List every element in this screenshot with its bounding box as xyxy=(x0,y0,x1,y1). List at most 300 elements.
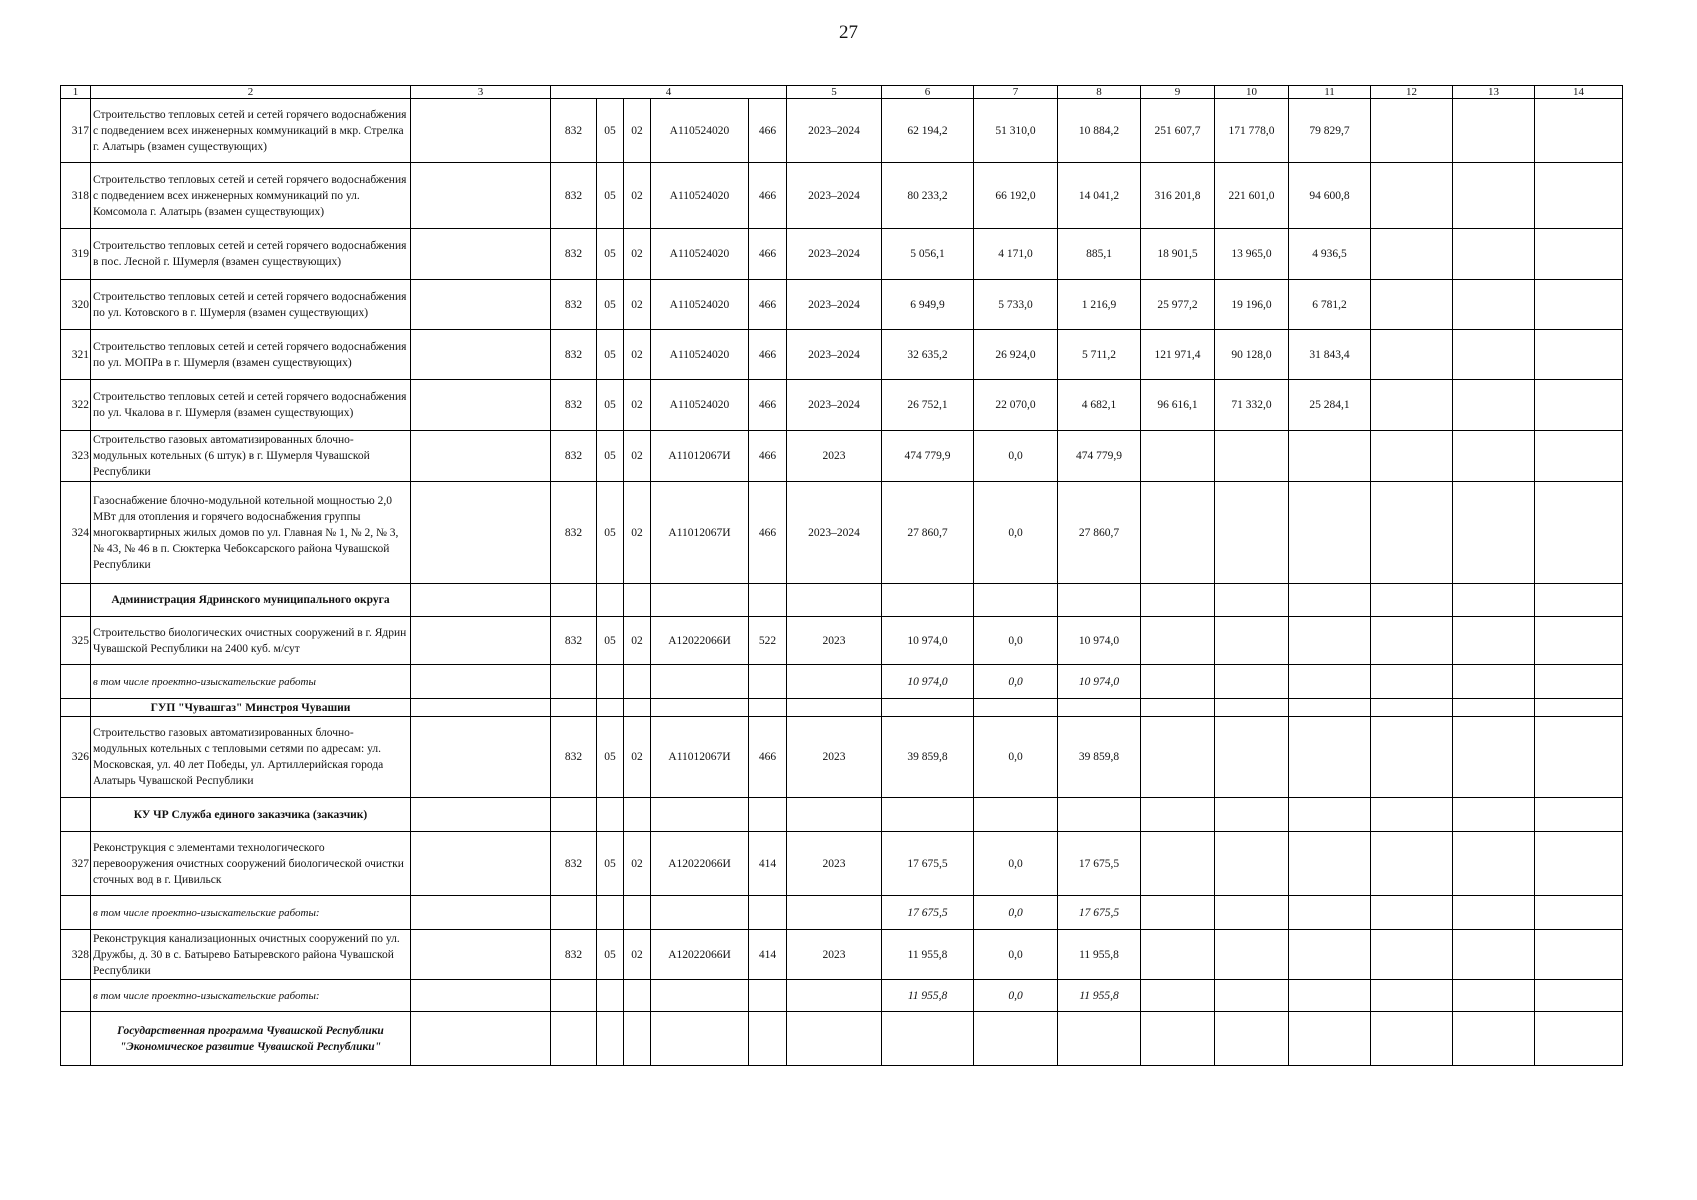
empty-cell xyxy=(1141,699,1215,717)
empty-cell xyxy=(1215,980,1289,1012)
empty-cell xyxy=(1371,584,1453,617)
federal-amount-cell: 0,0 xyxy=(974,930,1058,980)
empty-cell xyxy=(624,1012,651,1066)
col3-cell xyxy=(411,431,551,482)
row-number: 321 xyxy=(61,330,91,380)
col-header-5: 5 xyxy=(787,86,882,99)
col14-cell xyxy=(1535,482,1623,584)
section-title: Администрация Ядринского муниципального округа xyxy=(91,584,411,617)
page-number: 27 xyxy=(839,22,858,43)
object-name: Строительство тепловых сетей и сетей горячего водоснабжения в пос. Лесной г. Шумерля (взамен существующих) xyxy=(91,229,411,280)
code-subsection-cell: 02 xyxy=(624,330,651,380)
code-admin-cell: 832 xyxy=(551,280,597,330)
federal-amount-cell: 0,0 xyxy=(974,980,1058,1012)
note-text: в том числе проектно-изыскательские работы: xyxy=(91,980,411,1012)
col14-cell xyxy=(1535,229,1623,280)
table-row xyxy=(61,832,1623,896)
empty-cell xyxy=(1371,699,1453,717)
empty-cell xyxy=(1289,1012,1371,1066)
table-row xyxy=(61,431,1623,482)
empty-cell xyxy=(1371,980,1453,1012)
section-row xyxy=(61,798,1623,832)
amount-col10-cell xyxy=(1215,431,1289,482)
federal-amount-cell: 22 070,0 xyxy=(974,380,1058,431)
code-subsection-cell: 02 xyxy=(624,717,651,798)
col14-cell xyxy=(1535,717,1623,798)
row-number: 319 xyxy=(61,229,91,280)
empty-cell xyxy=(1289,896,1371,930)
object-name: Строительство тепловых сетей и сетей горячего водоснабжения с подведением всех инженерных коммуникаций в мкр. Стрелка г. Алатырь (взамен существующих) xyxy=(91,99,411,163)
empty-cell xyxy=(1453,584,1535,617)
code-subsection-cell: 02 xyxy=(624,930,651,980)
col13-cell xyxy=(1453,717,1535,798)
code-target-article-cell: А12022066И xyxy=(651,930,749,980)
empty-cell xyxy=(651,1012,749,1066)
total-amount-cell: 39 859,8 xyxy=(882,717,974,798)
empty-cell xyxy=(624,798,651,832)
empty-cell xyxy=(1289,798,1371,832)
code-expense-type-cell: 466 xyxy=(749,482,787,584)
empty-cell xyxy=(1215,896,1289,930)
federal-amount-cell: 0,0 xyxy=(974,665,1058,699)
code-subsection-cell: 02 xyxy=(624,99,651,163)
col14-cell xyxy=(1535,930,1623,980)
object-name: Строительство тепловых сетей и сетей горячего водоснабжения по ул. Котовского в г. Шумерля (взамен существующих) xyxy=(91,280,411,330)
empty-cell xyxy=(1453,1012,1535,1066)
object-name: Строительство тепловых сетей и сетей горячего водоснабжения по ул. МОПРа в г. Шумерля (взамен существующих) xyxy=(91,330,411,380)
code-subsection-cell: 02 xyxy=(624,431,651,482)
code-section-cell: 05 xyxy=(597,930,624,980)
republic-amount-cell: 14 041,2 xyxy=(1058,163,1141,229)
note-row xyxy=(61,980,1623,1012)
empty-cell xyxy=(1453,699,1535,717)
republic-amount-cell: 1 216,9 xyxy=(1058,280,1141,330)
row-number xyxy=(61,798,91,832)
row-number: 325 xyxy=(61,617,91,665)
code-admin-cell: 832 xyxy=(551,832,597,896)
col-header-10: 10 xyxy=(1215,86,1289,99)
col12-cell xyxy=(1371,930,1453,980)
investment-table xyxy=(60,85,1623,1066)
republic-amount-cell: 11 955,8 xyxy=(1058,930,1141,980)
empty-cell xyxy=(651,896,749,930)
empty-cell xyxy=(1141,1012,1215,1066)
col-header-9: 9 xyxy=(1141,86,1215,99)
period-cell: 2023 xyxy=(787,930,882,980)
empty-cell xyxy=(624,584,651,617)
empty-cell xyxy=(1453,896,1535,930)
empty-cell xyxy=(1141,665,1215,699)
empty-cell xyxy=(551,980,597,1012)
empty-cell xyxy=(749,584,787,617)
total-amount-cell: 10 974,0 xyxy=(882,617,974,665)
amount-col11-cell xyxy=(1289,482,1371,584)
period-cell: 2023–2024 xyxy=(787,330,882,380)
col13-cell xyxy=(1453,482,1535,584)
row-number: 324 xyxy=(61,482,91,584)
col14-cell xyxy=(1535,330,1623,380)
col-header-13: 13 xyxy=(1453,86,1535,99)
republic-amount-cell: 10 974,0 xyxy=(1058,617,1141,665)
code-section-cell: 05 xyxy=(597,380,624,431)
col3-cell xyxy=(411,717,551,798)
note-text: в том числе проектно-изыскательские работы xyxy=(91,665,411,699)
col-header-1: 1 xyxy=(61,86,91,99)
section-title: ГУП "Чувашгаз" Минстроя Чувашии xyxy=(91,699,411,717)
col3-cell xyxy=(411,163,551,229)
code-expense-type-cell: 466 xyxy=(749,717,787,798)
col-header-3: 3 xyxy=(411,86,551,99)
empty-cell xyxy=(1453,980,1535,1012)
table-row xyxy=(61,380,1623,431)
amount-col9-cell xyxy=(1141,832,1215,896)
code-expense-type-cell: 414 xyxy=(749,832,787,896)
col12-cell xyxy=(1371,832,1453,896)
table-row xyxy=(61,617,1623,665)
amount-col9-cell: 25 977,2 xyxy=(1141,280,1215,330)
code-subsection-cell: 02 xyxy=(624,280,651,330)
empty-cell xyxy=(974,1012,1058,1066)
empty-cell xyxy=(787,1012,882,1066)
code-section-cell: 05 xyxy=(597,482,624,584)
col12-cell xyxy=(1371,280,1453,330)
code-subsection-cell: 02 xyxy=(624,163,651,229)
row-number: 318 xyxy=(61,163,91,229)
code-target-article-cell: А11012067И xyxy=(651,431,749,482)
row-number: 328 xyxy=(61,930,91,980)
amount-col9-cell xyxy=(1141,930,1215,980)
section-row xyxy=(61,699,1623,717)
amount-col10-cell xyxy=(1215,930,1289,980)
federal-amount-cell: 66 192,0 xyxy=(974,163,1058,229)
total-amount-cell: 32 635,2 xyxy=(882,330,974,380)
amount-col11-cell: 79 829,7 xyxy=(1289,99,1371,163)
amount-col10-cell: 90 128,0 xyxy=(1215,330,1289,380)
empty-cell xyxy=(411,798,551,832)
code-subsection-cell: 02 xyxy=(624,482,651,584)
empty-cell xyxy=(1371,1012,1453,1066)
republic-amount-cell: 5 711,2 xyxy=(1058,330,1141,380)
empty-cell xyxy=(1215,798,1289,832)
table-row xyxy=(61,99,1623,163)
code-expense-type-cell: 466 xyxy=(749,330,787,380)
republic-amount-cell: 39 859,8 xyxy=(1058,717,1141,798)
col3-cell xyxy=(411,930,551,980)
republic-amount-cell: 17 675,5 xyxy=(1058,896,1141,930)
row-number: 326 xyxy=(61,717,91,798)
empty-cell xyxy=(551,699,597,717)
empty-cell xyxy=(1535,896,1623,930)
empty-cell xyxy=(882,699,974,717)
col13-cell xyxy=(1453,163,1535,229)
empty-cell xyxy=(551,584,597,617)
empty-cell xyxy=(1453,665,1535,699)
code-admin-cell: 832 xyxy=(551,330,597,380)
table-row xyxy=(61,280,1623,330)
table-body xyxy=(61,86,1623,1066)
empty-cell xyxy=(1141,980,1215,1012)
republic-amount-cell: 474 779,9 xyxy=(1058,431,1141,482)
object-name: Реконструкция с элементами технологического перевооружения очистных сооружений биологической очистки сточных вод в г. Цивильск xyxy=(91,832,411,896)
empty-cell xyxy=(787,665,882,699)
col-header-14: 14 xyxy=(1535,86,1623,99)
code-expense-type-cell: 466 xyxy=(749,229,787,280)
code-subsection-cell: 02 xyxy=(624,229,651,280)
total-amount-cell: 6 949,9 xyxy=(882,280,974,330)
period-cell: 2023–2024 xyxy=(787,280,882,330)
amount-col10-cell: 71 332,0 xyxy=(1215,380,1289,431)
col14-cell xyxy=(1535,617,1623,665)
empty-cell xyxy=(1058,798,1141,832)
empty-cell xyxy=(411,665,551,699)
code-target-article-cell: А12022066И xyxy=(651,832,749,896)
empty-cell xyxy=(651,798,749,832)
republic-amount-cell: 27 860,7 xyxy=(1058,482,1141,584)
empty-cell xyxy=(882,1012,974,1066)
col3-cell xyxy=(411,617,551,665)
col3-cell xyxy=(411,832,551,896)
section-title: КУ ЧР Служба единого заказчика (заказчик) xyxy=(91,798,411,832)
object-name: Строительство биологических очистных сооружений в г. Ядрин Чувашской Республики на 2400 куб. м/сут xyxy=(91,617,411,665)
row-number xyxy=(61,980,91,1012)
code-admin-cell: 832 xyxy=(551,482,597,584)
empty-cell xyxy=(624,980,651,1012)
empty-cell xyxy=(974,699,1058,717)
empty-cell xyxy=(597,665,624,699)
empty-cell xyxy=(1535,1012,1623,1066)
col14-cell xyxy=(1535,832,1623,896)
empty-cell xyxy=(411,980,551,1012)
total-amount-cell: 26 752,1 xyxy=(882,380,974,431)
column-number-row xyxy=(61,86,1623,99)
empty-cell xyxy=(411,584,551,617)
col13-cell xyxy=(1453,99,1535,163)
code-section-cell: 05 xyxy=(597,431,624,482)
row-number: 317 xyxy=(61,99,91,163)
section-row xyxy=(61,1012,1623,1066)
empty-cell xyxy=(551,1012,597,1066)
code-expense-type-cell: 466 xyxy=(749,163,787,229)
code-section-cell: 05 xyxy=(597,99,624,163)
empty-cell xyxy=(551,896,597,930)
row-number xyxy=(61,665,91,699)
code-admin-cell: 832 xyxy=(551,163,597,229)
col12-cell xyxy=(1371,99,1453,163)
code-section-cell: 05 xyxy=(597,280,624,330)
empty-cell xyxy=(749,980,787,1012)
col12-cell xyxy=(1371,229,1453,280)
republic-amount-cell: 10 884,2 xyxy=(1058,99,1141,163)
table-row xyxy=(61,330,1623,380)
empty-cell xyxy=(651,980,749,1012)
row-number xyxy=(61,699,91,717)
empty-cell xyxy=(749,665,787,699)
col12-cell xyxy=(1371,380,1453,431)
code-section-cell: 05 xyxy=(597,832,624,896)
amount-col11-cell: 94 600,8 xyxy=(1289,163,1371,229)
period-cell: 2023 xyxy=(787,832,882,896)
col13-cell xyxy=(1453,380,1535,431)
total-amount-cell: 17 675,5 xyxy=(882,896,974,930)
code-expense-type-cell: 466 xyxy=(749,280,787,330)
table-row xyxy=(61,717,1623,798)
col13-cell xyxy=(1453,280,1535,330)
col-header-4: 4 xyxy=(551,86,787,99)
amount-col11-cell xyxy=(1289,617,1371,665)
amount-col11-cell xyxy=(1289,431,1371,482)
col12-cell xyxy=(1371,431,1453,482)
empty-cell xyxy=(411,896,551,930)
code-admin-cell: 832 xyxy=(551,380,597,431)
empty-cell xyxy=(1215,584,1289,617)
amount-col10-cell xyxy=(1215,617,1289,665)
empty-cell xyxy=(1058,699,1141,717)
period-cell: 2023 xyxy=(787,617,882,665)
empty-cell xyxy=(597,699,624,717)
col3-cell xyxy=(411,380,551,431)
total-amount-cell: 62 194,2 xyxy=(882,99,974,163)
amount-col11-cell: 25 284,1 xyxy=(1289,380,1371,431)
total-amount-cell: 17 675,5 xyxy=(882,832,974,896)
table-row xyxy=(61,482,1623,584)
row-number xyxy=(61,896,91,930)
col13-cell xyxy=(1453,617,1535,665)
code-expense-type-cell: 522 xyxy=(749,617,787,665)
col13-cell xyxy=(1453,930,1535,980)
object-name: Строительство тепловых сетей и сетей горячего водоснабжения по ул. Чкалова в г. Шумерля (взамен существующих) xyxy=(91,380,411,431)
empty-cell xyxy=(651,584,749,617)
empty-cell xyxy=(882,584,974,617)
table-row xyxy=(61,163,1623,229)
empty-cell xyxy=(1141,798,1215,832)
code-subsection-cell: 02 xyxy=(624,832,651,896)
code-section-cell: 05 xyxy=(597,717,624,798)
empty-cell xyxy=(1535,699,1623,717)
total-amount-cell: 11 955,8 xyxy=(882,980,974,1012)
amount-col10-cell xyxy=(1215,717,1289,798)
object-name: Реконструкция канализационных очистных сооружений по ул. Дружбы, д. 30 в с. Батырево Батыревского района Чувашской Республики xyxy=(91,930,411,980)
note-row xyxy=(61,665,1623,699)
col14-cell xyxy=(1535,163,1623,229)
col12-cell xyxy=(1371,617,1453,665)
empty-cell xyxy=(597,1012,624,1066)
empty-cell xyxy=(1535,798,1623,832)
federal-amount-cell: 4 171,0 xyxy=(974,229,1058,280)
code-subsection-cell: 02 xyxy=(624,380,651,431)
empty-cell xyxy=(624,665,651,699)
object-name: Строительство газовых автоматизированных блочно-модульных котельных с тепловыми сетями по адресам: ул. Московская, ул. 40 лет Победы, ул. Артиллерийская города Алатырь Чувашской Республики xyxy=(91,717,411,798)
federal-amount-cell: 0,0 xyxy=(974,832,1058,896)
amount-col10-cell: 19 196,0 xyxy=(1215,280,1289,330)
empty-cell xyxy=(624,699,651,717)
federal-amount-cell: 0,0 xyxy=(974,896,1058,930)
empty-cell xyxy=(1141,584,1215,617)
federal-amount-cell: 26 924,0 xyxy=(974,330,1058,380)
row-number: 322 xyxy=(61,380,91,431)
amount-col10-cell: 13 965,0 xyxy=(1215,229,1289,280)
code-expense-type-cell: 466 xyxy=(749,380,787,431)
empty-cell xyxy=(411,1012,551,1066)
code-section-cell: 05 xyxy=(597,617,624,665)
col12-cell xyxy=(1371,717,1453,798)
code-target-article-cell: А110524020 xyxy=(651,229,749,280)
code-section-cell: 05 xyxy=(597,330,624,380)
empty-cell xyxy=(651,699,749,717)
empty-cell xyxy=(787,980,882,1012)
empty-cell xyxy=(1371,896,1453,930)
republic-amount-cell: 885,1 xyxy=(1058,229,1141,280)
col13-cell xyxy=(1453,832,1535,896)
empty-cell xyxy=(651,665,749,699)
amount-col11-cell: 31 843,4 xyxy=(1289,330,1371,380)
republic-amount-cell: 17 675,5 xyxy=(1058,832,1141,896)
col-header-6: 6 xyxy=(882,86,974,99)
period-cell: 2023–2024 xyxy=(787,163,882,229)
empty-cell xyxy=(411,699,551,717)
total-amount-cell: 27 860,7 xyxy=(882,482,974,584)
republic-amount-cell: 10 974,0 xyxy=(1058,665,1141,699)
empty-cell xyxy=(882,798,974,832)
empty-cell xyxy=(1058,1012,1141,1066)
col13-cell xyxy=(1453,431,1535,482)
empty-cell xyxy=(597,980,624,1012)
empty-cell xyxy=(597,896,624,930)
code-target-article-cell: А110524020 xyxy=(651,163,749,229)
amount-col11-cell: 4 936,5 xyxy=(1289,229,1371,280)
amount-col9-cell: 121 971,4 xyxy=(1141,330,1215,380)
federal-amount-cell: 0,0 xyxy=(974,482,1058,584)
col14-cell xyxy=(1535,380,1623,431)
col13-cell xyxy=(1453,229,1535,280)
code-expense-type-cell: 466 xyxy=(749,99,787,163)
republic-amount-cell: 4 682,1 xyxy=(1058,380,1141,431)
amount-col9-cell: 96 616,1 xyxy=(1141,380,1215,431)
code-target-article-cell: А11012067И xyxy=(651,717,749,798)
amount-col10-cell: 221 601,0 xyxy=(1215,163,1289,229)
code-section-cell: 05 xyxy=(597,163,624,229)
code-admin-cell: 832 xyxy=(551,930,597,980)
empty-cell xyxy=(974,584,1058,617)
col-header-12: 12 xyxy=(1371,86,1453,99)
object-name: Строительство тепловых сетей и сетей горячего водоснабжения с подведением всех инженерных коммуникаций по ул. Комсомола г. Алатырь (взамен существующих) xyxy=(91,163,411,229)
code-expense-type-cell: 466 xyxy=(749,431,787,482)
empty-cell xyxy=(787,798,882,832)
empty-cell xyxy=(749,1012,787,1066)
object-name: Газоснабжение блочно-модульной котельной мощностью 2,0 МВт для отопления и горячего водоснабжения группы многоквартирных жилых домов по ул. Главная № 1, № 2, № 3, № 43, № 46 в п. Сюктерка Чебоксарского района Чувашской Республики xyxy=(91,482,411,584)
empty-cell xyxy=(551,665,597,699)
col12-cell xyxy=(1371,330,1453,380)
row-number: 320 xyxy=(61,280,91,330)
amount-col9-cell: 18 901,5 xyxy=(1141,229,1215,280)
empty-cell xyxy=(787,896,882,930)
amount-col9-cell xyxy=(1141,482,1215,584)
empty-cell xyxy=(1371,665,1453,699)
empty-cell xyxy=(1215,1012,1289,1066)
empty-cell xyxy=(1215,699,1289,717)
section-row xyxy=(61,584,1623,617)
code-admin-cell: 832 xyxy=(551,229,597,280)
col-header-8: 8 xyxy=(1058,86,1141,99)
amount-col10-cell xyxy=(1215,482,1289,584)
col14-cell xyxy=(1535,431,1623,482)
code-subsection-cell: 02 xyxy=(624,617,651,665)
period-cell: 2023 xyxy=(787,717,882,798)
code-admin-cell: 832 xyxy=(551,431,597,482)
period-cell: 2023–2024 xyxy=(787,99,882,163)
amount-col9-cell xyxy=(1141,431,1215,482)
empty-cell xyxy=(551,798,597,832)
empty-cell xyxy=(1215,665,1289,699)
